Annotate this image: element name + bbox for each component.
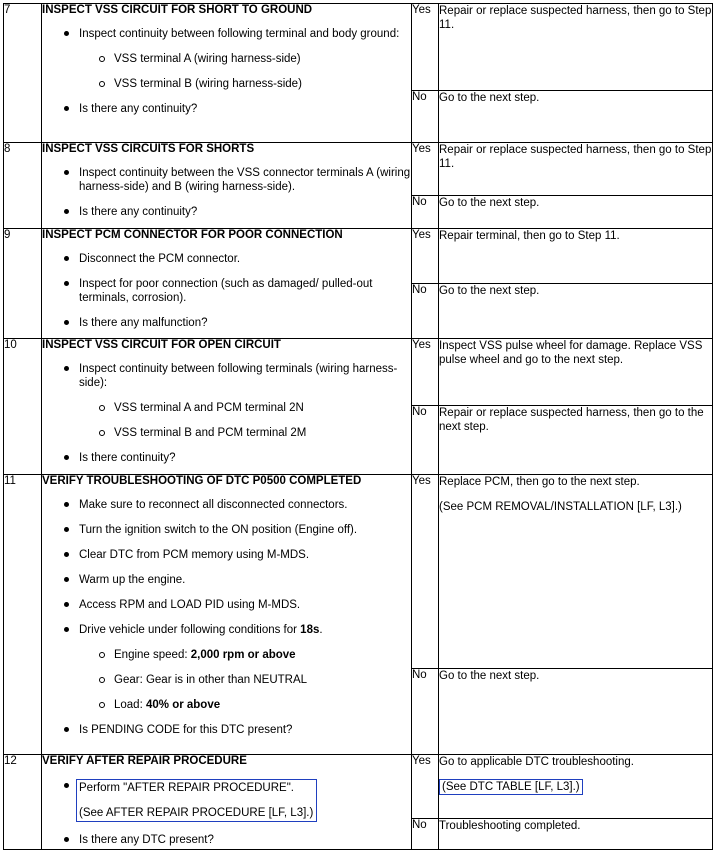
step-action <box>42 755 412 850</box>
step-title: INSPECT VSS CIRCUIT FOR OPEN CIRCUIT <box>42 339 281 351</box>
bullet-item: Inspect continuity between the VSS connector terminals A (wiring harness-side) and B (wiring harness-side). <box>42 166 411 194</box>
sub-item: VSS terminal B and PCM terminal 2M <box>42 426 411 440</box>
yes-result: Repair terminal, then go to Step 11. <box>439 229 713 284</box>
dtc-table-reference-link[interactable]: (See DTC TABLE [LF, L3].) <box>439 779 583 795</box>
no-label: No <box>412 284 439 339</box>
bullet-item <box>42 779 411 822</box>
yes-label: Yes <box>412 339 439 406</box>
perform-text: Perform "AFTER REPAIR PROCEDURE". <box>79 782 294 794</box>
no-result: Go to the next step. <box>439 196 713 229</box>
step-action <box>42 4 412 143</box>
sub-item <box>42 648 411 662</box>
step-number: 8 <box>4 143 42 229</box>
bullet-item: Turn the ignition switch to the ON position (Engine off). <box>42 523 411 537</box>
no-result: Go to the next step. <box>439 284 713 339</box>
item-text: Load: <box>114 699 146 711</box>
question-item: Is there any continuity? <box>42 205 411 219</box>
question-item: Is there any malfunction? <box>42 316 411 330</box>
yes-result <box>439 475 713 669</box>
bullet-item: Access RPM and LOAD PID using M-MDS. <box>42 598 411 612</box>
step-number: 7 <box>4 4 42 143</box>
bullet-item: Inspect continuity between following terminal and body ground: <box>42 27 411 41</box>
step-10-yes-row <box>4 339 713 406</box>
yes-result <box>439 755 713 819</box>
no-label: No <box>412 196 439 229</box>
step-number: 12 <box>4 755 42 850</box>
troubleshooting-table <box>3 3 713 850</box>
item-emphasis: 18s <box>300 624 320 636</box>
step-number: 9 <box>4 229 42 339</box>
step-title: INSPECT VSS CIRCUIT FOR SHORT TO GROUND <box>42 4 313 16</box>
yes-label: Yes <box>412 4 439 91</box>
step-action <box>42 229 412 339</box>
question-item: Is there continuity? <box>42 451 411 465</box>
question-item: Is PENDING CODE for this DTC present? <box>42 723 411 737</box>
step-number: 10 <box>4 339 42 475</box>
step-12-yes-row <box>4 755 713 819</box>
step-action <box>42 339 412 475</box>
after-repair-reference-link[interactable]: (See AFTER REPAIR PROCEDURE [LF, L3].) <box>79 807 314 819</box>
yes-result: Repair or replace suspected harness, then go to Step 11. <box>439 4 713 91</box>
item-text: Engine speed: <box>114 649 191 661</box>
sub-item: VSS terminal B (wiring harness-side) <box>42 77 411 91</box>
item-text: . <box>319 624 323 636</box>
step-number: 11 <box>4 475 42 755</box>
no-label: No <box>412 406 439 475</box>
yes-label: Yes <box>412 229 439 284</box>
yes-result: Inspect VSS pulse wheel for damage. Replace VSS pulse wheel and go to the next step. <box>439 339 713 406</box>
yes-label: Yes <box>412 755 439 819</box>
bullet-item: Inspect continuity between following terminals (wiring harness-side): <box>42 362 411 390</box>
step-title: VERIFY TROUBLESHOOTING OF DTC P0500 COMPLETED <box>42 475 362 487</box>
no-label: No <box>412 91 439 143</box>
step-action <box>42 475 412 755</box>
item-text: Drive vehicle under following conditions for <box>79 624 301 636</box>
result-text: Replace PCM, then go to the next step. <box>439 476 640 488</box>
bullet-item: Disconnect the PCM connector. <box>42 252 411 266</box>
question-item: Is there any continuity? <box>42 102 411 116</box>
step-title: VERIFY AFTER REPAIR PROCEDURE <box>42 755 247 767</box>
sub-item: VSS terminal A and PCM terminal 2N <box>42 401 411 415</box>
no-result: Go to the next step. <box>439 669 713 755</box>
yes-label: Yes <box>412 475 439 669</box>
step-title: INSPECT PCM CONNECTOR FOR POOR CONNECTION <box>42 229 343 241</box>
item-emphasis: 40% or above <box>145 699 221 711</box>
sub-item: Gear: Gear is in other than NEUTRAL <box>42 673 411 687</box>
step-title: INSPECT VSS CIRCUITS FOR SHORTS <box>42 143 255 155</box>
sub-item <box>42 698 411 712</box>
result-text: Go to applicable DTC troubleshooting. <box>439 756 634 768</box>
no-label: No <box>412 819 439 850</box>
step-8-yes-row <box>4 143 713 196</box>
step-action <box>42 143 412 229</box>
bullet-item: Clear DTC from PCM memory using M-MDS. <box>42 548 411 562</box>
no-result: Go to the next step. <box>439 91 713 143</box>
no-label: No <box>412 669 439 755</box>
bullet-item: Inspect for poor connection (such as damaged/ pulled-out terminals, corrosion). <box>42 277 411 305</box>
reference-text: (See PCM REMOVAL/INSTALLATION [LF, L3].) <box>439 501 682 513</box>
bullet-item: Make sure to reconnect all disconnected connectors. <box>42 498 411 512</box>
step-9-yes-row <box>4 229 713 284</box>
step-11-yes-row <box>4 475 713 669</box>
bullet-item <box>42 623 411 637</box>
yes-label: Yes <box>412 143 439 196</box>
no-result: Troubleshooting completed. <box>439 819 713 850</box>
no-result: Repair or replace suspected harness, then go to the next step. <box>439 406 713 475</box>
step-7-yes-row <box>4 4 713 91</box>
item-emphasis: 2,000 rpm or above <box>190 649 296 661</box>
question-item: Is there any DTC present? <box>42 833 411 847</box>
after-repair-link-block[interactable] <box>76 779 317 822</box>
bullet-item: Warm up the engine. <box>42 573 411 587</box>
yes-result: Repair or replace suspected harness, then go to Step 11. <box>439 143 713 196</box>
sub-item: VSS terminal A (wiring harness-side) <box>42 52 411 66</box>
